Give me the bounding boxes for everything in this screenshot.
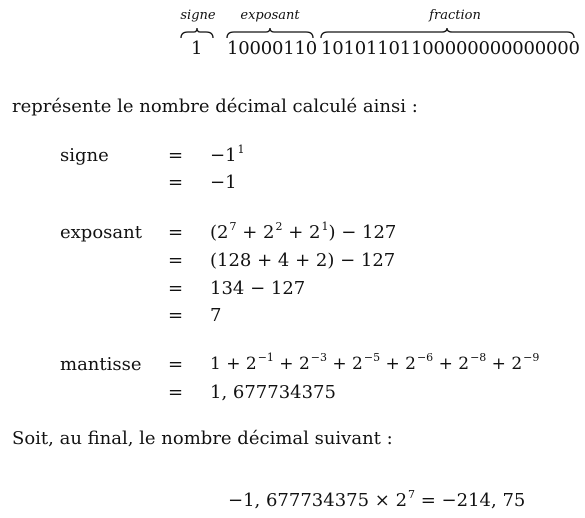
equals-sign: = (168, 250, 184, 271)
equals-sign: = (168, 172, 184, 193)
final-result: −1, $677734375 \times 2^7 = -214$, 75 (228, 488, 526, 511)
mantissa-line-1: $1 + 2^{-1} + 2^{-3} + 2^{-5} + 2^{-6} + 2^{-8} + 2^{-9}$ (210, 351, 540, 374)
fraction-bits: 10101101100000000000000 (321, 38, 580, 59)
equals-sign: = (168, 382, 184, 403)
sign-label: signe (180, 8, 216, 23)
exponent-line-2: (128 + 4 + 2) − 127 (210, 250, 396, 271)
equals-sign: = (168, 145, 184, 166)
equals-sign: = (168, 305, 184, 326)
sign-line-2: −1 (210, 172, 237, 193)
equals-sign: = (168, 222, 184, 243)
exponent-line-3: 134 − 127 (210, 278, 306, 299)
exponent-line-1: $(2^7 + 2^2 + 2^1) - 127$ (210, 220, 397, 243)
fraction-label: fraction (429, 8, 481, 23)
sign-equation-label: signe (60, 145, 109, 166)
sign-line-1: $-1^1$ (210, 143, 245, 166)
conclusion-text: Soit, au final, le nombre décimal suivant : (12, 428, 393, 449)
mantissa-line-2: 1, 677734375 (210, 382, 336, 403)
sign-bit: 1 (191, 38, 203, 59)
exponent-bits: 10000110 (227, 38, 318, 59)
exponent-equation-label: exposant (60, 222, 142, 243)
exponent-label: exposant (240, 8, 300, 23)
equals-sign: = (168, 278, 184, 299)
mantissa-equation-label: mantisse (60, 354, 142, 375)
equals-sign: = (168, 354, 184, 375)
exponent-line-4: 7 (210, 305, 222, 326)
intro-text: représente le nombre décimal calculé ainsi : (12, 96, 418, 117)
